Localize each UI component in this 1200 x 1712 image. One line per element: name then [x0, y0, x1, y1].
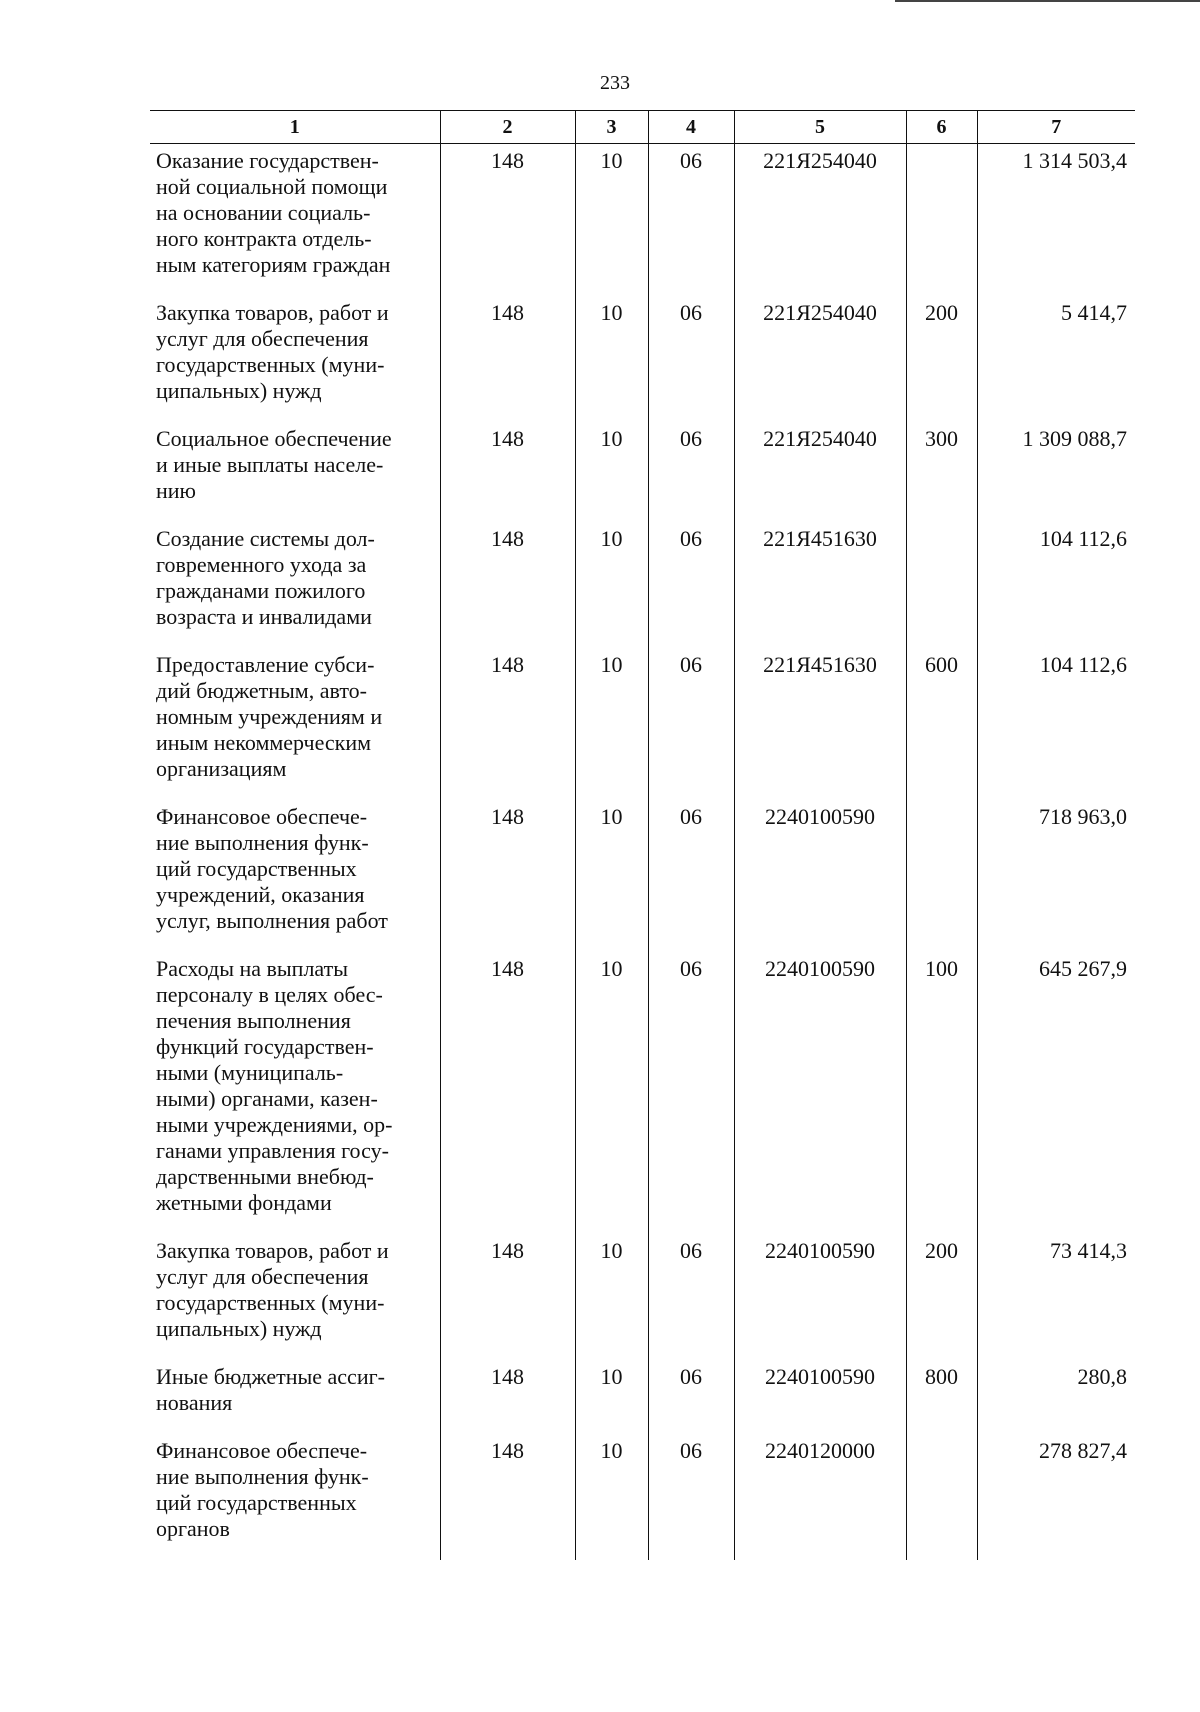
description-line: государственных (муни- [156, 1290, 385, 1315]
cell-col-6: 200 [906, 1234, 977, 1360]
cell-col-2: 148 [440, 1234, 575, 1360]
top-edge-rule [895, 0, 1200, 2]
cell-col-2: 148 [440, 522, 575, 648]
cell-col-7: 280,8 [977, 1360, 1135, 1434]
description-line: услуг, выполнения работ [156, 908, 388, 933]
description-line: печения выполнения [156, 1008, 351, 1033]
header-col-3: 3 [575, 111, 648, 144]
description-line: нования [156, 1390, 233, 1415]
cell-col-7: 73 414,3 [977, 1234, 1135, 1360]
header-col-2: 2 [440, 111, 575, 144]
cell-col-5: 221Я254040 [734, 422, 906, 522]
table-row [150, 296, 1135, 422]
description-line: государственных (муни- [156, 352, 385, 377]
cell-col-2: 148 [440, 1360, 575, 1434]
description-line: ципальных) нужд [156, 378, 322, 403]
cell-col-4: 06 [648, 1434, 734, 1560]
row-description [150, 522, 440, 648]
budget-table [150, 110, 1135, 1560]
cell-col-2: 148 [440, 296, 575, 422]
table-row [150, 522, 1135, 648]
cell-col-3: 10 [575, 648, 648, 800]
cell-col-7: 5 414,7 [977, 296, 1135, 422]
description-line: говременного ухода за [156, 552, 367, 577]
cell-col-3: 10 [575, 422, 648, 522]
cell-col-5: 221Я254040 [734, 296, 906, 422]
description-line: Предоставление субси- [156, 652, 375, 677]
cell-col-3: 10 [575, 1434, 648, 1560]
cell-col-3: 10 [575, 952, 648, 1234]
cell-col-2: 148 [440, 648, 575, 800]
description-line: возраста и инвалидами [156, 604, 372, 629]
description-line: дий бюджетным, авто- [156, 678, 367, 703]
cell-col-6: 100 [906, 952, 977, 1234]
description-line: ций государственных [156, 1490, 357, 1515]
header-col-5: 5 [734, 111, 906, 144]
description-line: ние выполнения функ- [156, 830, 369, 855]
header-col-7: 7 [977, 111, 1135, 144]
description-line: Расходы на выплаты [156, 956, 349, 981]
cell-col-2: 148 [440, 952, 575, 1234]
cell-col-2: 148 [440, 144, 575, 297]
description-line: Финансовое обеспече- [156, 804, 368, 829]
description-line: номным учреждениям и [156, 704, 383, 729]
cell-col-4: 06 [648, 422, 734, 522]
description-line: на основании социаль- [156, 200, 371, 225]
cell-col-7: 718 963,0 [977, 800, 1135, 952]
description-line: Финансовое обеспече- [156, 1438, 368, 1463]
description-line: гражданами пожилого [156, 578, 366, 603]
cell-col-6 [906, 800, 977, 952]
header-col-6: 6 [906, 111, 977, 144]
cell-col-2: 148 [440, 422, 575, 522]
table-row [150, 1360, 1135, 1434]
cell-col-5: 2240100590 [734, 952, 906, 1234]
cell-col-2: 148 [440, 800, 575, 952]
cell-col-4: 06 [648, 952, 734, 1234]
description-line: функций государствен- [156, 1034, 374, 1059]
header-row [150, 111, 1135, 144]
cell-col-6 [906, 1434, 977, 1560]
cell-col-7: 104 112,6 [977, 648, 1135, 800]
cell-col-5: 2240100590 [734, 800, 906, 952]
row-description [150, 800, 440, 952]
description-line: услуг для обеспечения [156, 1264, 369, 1289]
description-line: Закупка товаров, работ и [156, 300, 389, 325]
row-description [150, 1434, 440, 1560]
description-line: нию [156, 478, 196, 503]
cell-col-5: 2240100590 [734, 1234, 906, 1360]
cell-col-3: 10 [575, 800, 648, 952]
description-line: Иные бюджетные ассиг- [156, 1364, 385, 1389]
cell-col-5: 2240120000 [734, 1434, 906, 1560]
cell-col-3: 10 [575, 522, 648, 648]
cell-col-6: 800 [906, 1360, 977, 1434]
row-description [150, 1360, 440, 1434]
cell-col-5: 221Я451630 [734, 648, 906, 800]
description-line: ными учреждениями, ор- [156, 1112, 393, 1137]
description-line: иным некоммерческим [156, 730, 372, 755]
cell-col-4: 06 [648, 1234, 734, 1360]
description-line: ными (муниципаль- [156, 1060, 344, 1085]
table-row [150, 1234, 1135, 1360]
table-row [150, 422, 1135, 522]
cell-col-7: 645 267,9 [977, 952, 1135, 1234]
table-row [150, 1434, 1135, 1560]
description-line: Закупка товаров, работ и [156, 1238, 389, 1263]
cell-col-6 [906, 144, 977, 297]
description-line: ным категориям граждан [156, 252, 391, 277]
row-description [150, 1234, 440, 1360]
description-line: жетными фондами [156, 1190, 332, 1215]
description-line: учреждений, оказания [156, 882, 365, 907]
cell-col-7: 1 309 088,7 [977, 422, 1135, 522]
cell-col-6: 300 [906, 422, 977, 522]
description-line: и иные выплаты населе- [156, 452, 384, 477]
description-line: ной социальной помощи [156, 174, 388, 199]
description-line: ными) органами, казен- [156, 1086, 378, 1111]
cell-col-2: 148 [440, 1434, 575, 1560]
description-line: ного контракта отдель- [156, 226, 372, 251]
cell-col-4: 06 [648, 1360, 734, 1434]
description-line: персоналу в целях обес- [156, 982, 383, 1007]
cell-col-4: 06 [648, 296, 734, 422]
description-line: ганами управления госу- [156, 1138, 389, 1163]
cell-col-6: 600 [906, 648, 977, 800]
cell-col-7: 104 112,6 [977, 522, 1135, 648]
cell-col-6: 200 [906, 296, 977, 422]
table-body [150, 144, 1135, 1561]
description-line: Оказание государствен- [156, 148, 379, 173]
cell-col-6 [906, 522, 977, 648]
cell-col-4: 06 [648, 800, 734, 952]
header-col-1: 1 [150, 111, 440, 144]
page-number: 233 [600, 72, 630, 94]
table-row [150, 648, 1135, 800]
cell-col-7: 1 314 503,4 [977, 144, 1135, 297]
description-line: ципальных) нужд [156, 1316, 322, 1341]
cell-col-3: 10 [575, 1234, 648, 1360]
cell-col-4: 06 [648, 648, 734, 800]
description-line: организациям [156, 756, 287, 781]
row-description [150, 648, 440, 800]
description-line: Создание системы дол- [156, 526, 375, 551]
cell-col-5: 221Я254040 [734, 144, 906, 297]
cell-col-3: 10 [575, 1360, 648, 1434]
cell-col-7: 278 827,4 [977, 1434, 1135, 1560]
table-row [150, 800, 1135, 952]
description-line: органов [156, 1516, 230, 1541]
table-row [150, 952, 1135, 1234]
cell-col-3: 10 [575, 296, 648, 422]
cell-col-5: 221Я451630 [734, 522, 906, 648]
description-line: услуг для обеспечения [156, 326, 369, 351]
row-description [150, 952, 440, 1234]
cell-col-5: 2240100590 [734, 1360, 906, 1434]
description-line: ние выполнения функ- [156, 1464, 369, 1489]
cell-col-4: 06 [648, 522, 734, 648]
cell-col-3: 10 [575, 144, 648, 297]
table-header [150, 111, 1135, 144]
description-line: Социальное обеспечение [156, 426, 392, 451]
row-description [150, 296, 440, 422]
row-description [150, 144, 440, 297]
description-line: дарственными внебюд- [156, 1164, 374, 1189]
header-col-4: 4 [648, 111, 734, 144]
description-line: ций государственных [156, 856, 357, 881]
budget-table-container [150, 110, 1135, 1560]
row-description [150, 422, 440, 522]
table-row [150, 144, 1135, 297]
cell-col-4: 06 [648, 144, 734, 297]
